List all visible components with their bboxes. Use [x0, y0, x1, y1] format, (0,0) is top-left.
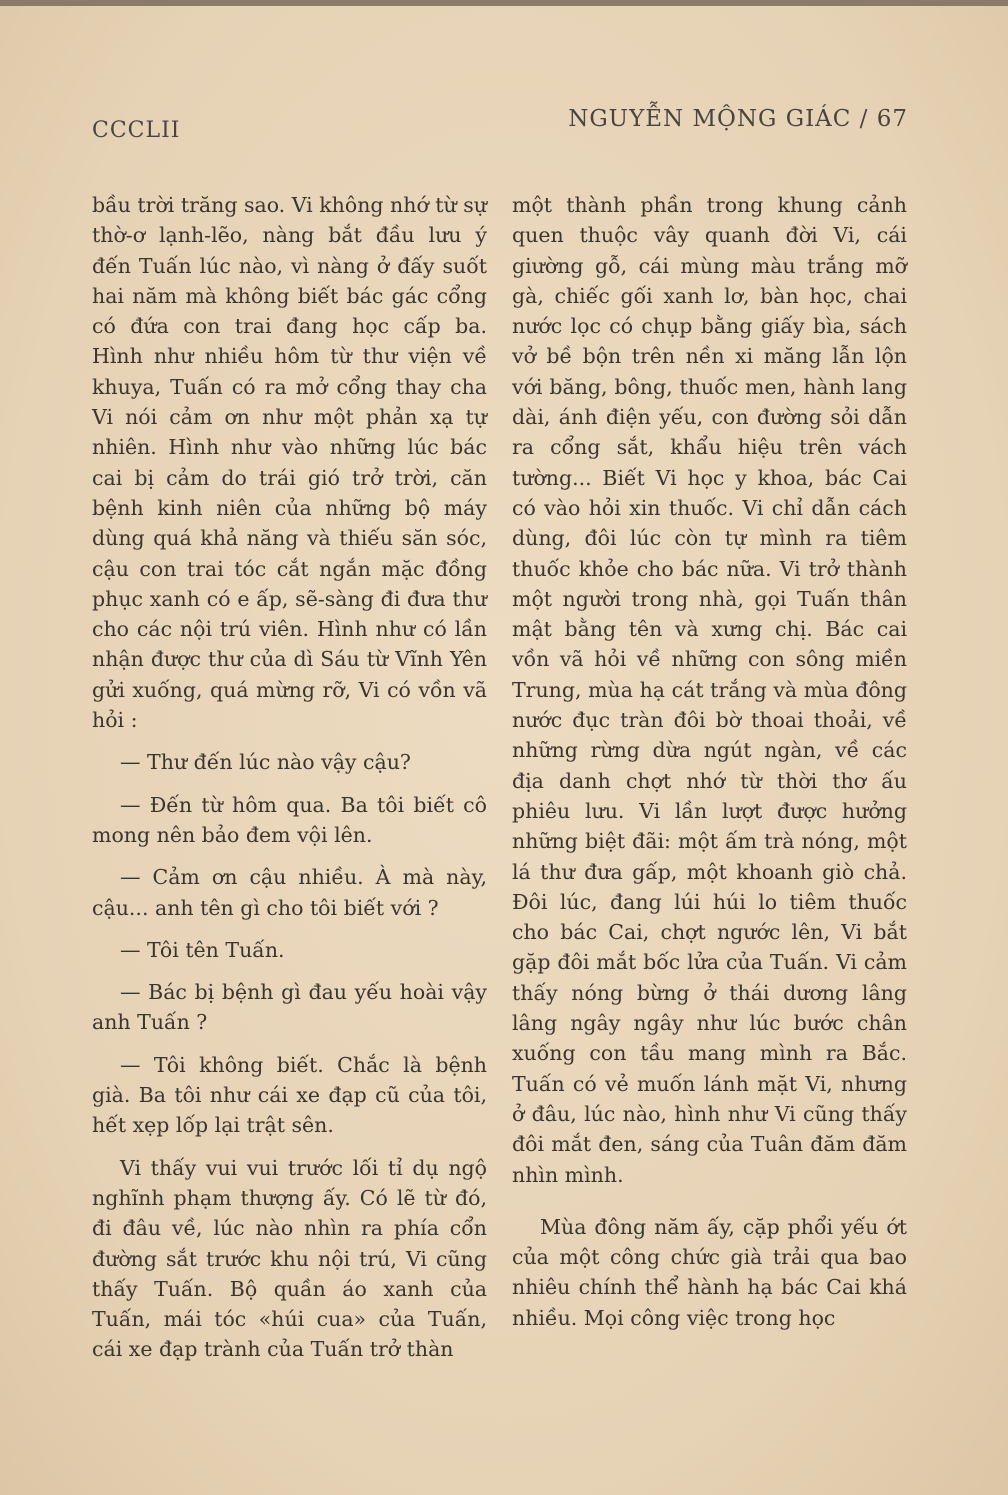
right-column [512, 190, 907, 1333]
section-number: CCCLII [92, 118, 181, 143]
paragraph: Mùa đông năm ấy, cặp phổi yếu ớt của một công chức già trải qua bao nhiêu chính thể hành hạ bác Cai khá nhiều. Mọi công việc trong học [512, 1214, 907, 1330]
dialogue-line: — Bác bị bệnh gì đau yếu hoài vậy anh Tuấn ? [92, 980, 487, 1035]
dialogue-line: — Cảm ơn cậu nhiều. À mà này, cậu... anh tên gì cho tôi biết với ? [92, 865, 487, 920]
dialogue-line: — Đến từ hôm qua. Ba tôi biết cô mong nên bảo đem vội lên. [92, 792, 487, 847]
dialogue-line: — Tôi không biết. Chắc là bệnh già. Ba tôi như cái xe đạp cũ của tôi, hết xẹp lốp lại trật sên. [92, 1052, 487, 1138]
page-top-edge [0, 0, 1008, 6]
paragraph: Vi thấy vui vui trước lối tỉ dụ ngộ nghĩnh phạm thượng ấy. Có lẽ từ đó, đi đâu về, lúc nào nhìn ra phía cổn đường sắt trước khu nội trú, Vi cũng thấy Tuấn. Bộ quần áo xanh của Tuấn, mái tóc «húi cua» của Tuấn, cái xe đạp trành của Tuấn trở thàn [92, 1155, 487, 1362]
paragraph: một thành phần trong khung cảnh quen thuộc vây quanh đời Vi, cái giường gỗ, cái mùng màu trắng mỡ gà, chiếc gối xanh lơ, bàn học, chai nước lọc có chụp bằng giấy bìa, sách vở bề bộn trên nền xi măng lẫn lộn với băng, bông, thuốc men, hành lang dài, ánh điện yếu, con đường sỏi dẫn ra cổng sắt, khẩu hiệu trên vách tường... Biết Vi học y khoa, bác Cai có vào hỏi xin thuốc. Vi chỉ dẫn cách dùng, đôi lúc còn tự mình ra tiêm thuốc khỏe cho bác nữa. Vi trở thành một người trong nhà, gọi Tuấn thân mật bằng tên và xưng chị. Bác cai vồn vã hỏi về những con sông miền Trung, mùa hạ cát trắng và mùa đông nước đục tràn đôi bờ thoai thoải, về những rừng dừa ngút ngàn, về các địa danh chợt nhớ từ thời thơ ấu phiêu lưu. Vi lần lượt được hưởng những biệt đãi: một ấm trà nóng, một lá thư đưa gấp, một khoanh giò chả. Đôi lúc, đang lúi húi lo tiêm thuốc cho bác Cai, chợt ngước lên, Vi bắt gặp đôi mắt bốc lửa của Tuấn. Vi cảm thấy nóng bừng ở thái dương lâng lâng ngây ngây như lúc bước chân xuống con tầu mang mình ra Bắc. Tuấn có vẻ muốn lánh mặt Vi, nhưng ở đâu, lúc nào, hình như Vi cũng thấy đôi mắt đen, sáng của Tuân đăm đăm nhìn mình. [512, 193, 907, 1187]
dialogue-line: — Thư đến lúc nào vậy cậu? [120, 750, 411, 775]
left-column [92, 190, 487, 1365]
author-page-number: NGUYỄN MỘNG GIÁC / 67 [568, 106, 908, 132]
paragraph: bầu trời trăng sao. Vi không nhớ từ sự thờ-ơ lạnh-lẽo, nàng bắt đầu lưu ý đến Tuấn lúc nào, vì nàng ở đấy suốt hai năm mà không biết bác gác cổng có đứa con trai đang học cấp ba. Hình như nhiều hôm từ thư viện về khuya, Tuấn có ra mở cổng thay cha Vi nói cảm ơn như một phản xạ tự nhiên. Hình như vào những lúc bác cai bị cảm do trái gió trở trời, căn bệnh kinh niên của những bộ máy dùng quá khả năng và thiếu săn sóc, cậu con trai tóc cắt ngắn mặc đồng phục xanh có e ấp, sẽ-sàng đi đưa thư cho các nội trú viên. Hình như có lần nhận được thư của dì Sáu từ Vĩnh Yên gửi xuống, quá mừng rỡ, Vi có vồn vã hỏi : [92, 193, 487, 733]
dialogue-line: — Tôi tên Tuấn. [120, 937, 285, 962]
